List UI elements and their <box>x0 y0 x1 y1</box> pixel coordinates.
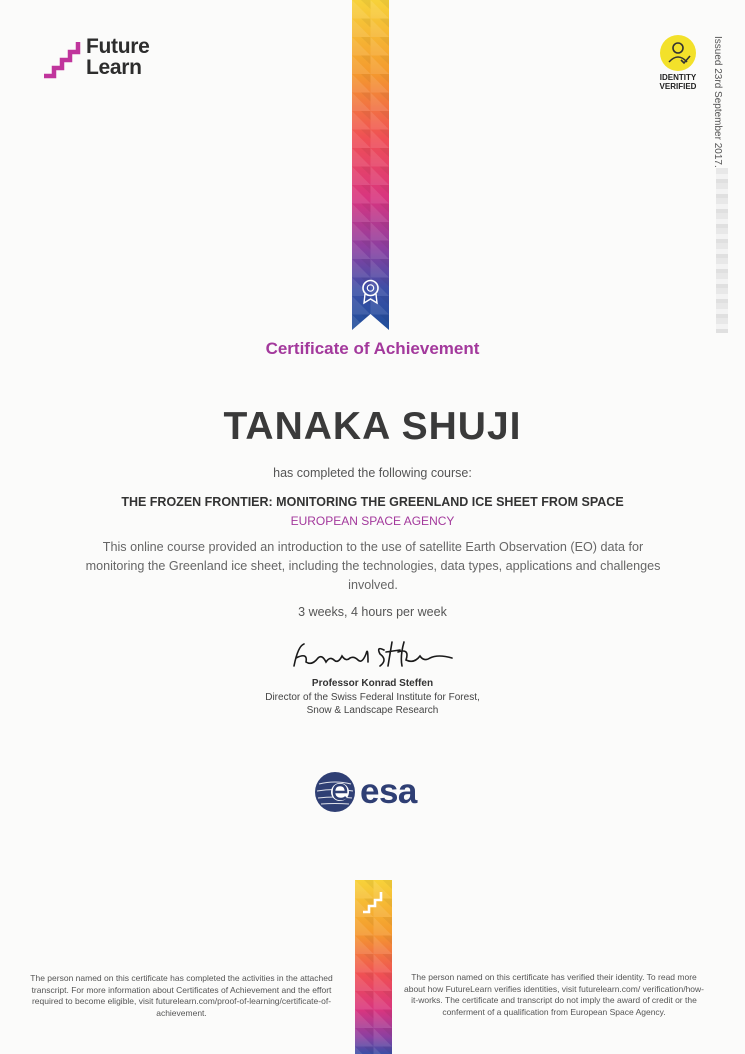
esa-globe-icon <box>314 771 356 813</box>
footer-left: The person named on this certificate has completed the activities in the attached transcript. For more information about Certificates of Achievement and the effort required to become eligible, visit futurelearn.com/proof-of-learning/certificate-of-achievement. <box>30 973 333 1018</box>
identity-verified-icon <box>660 35 696 71</box>
identity-verified-badge <box>653 35 703 91</box>
futurelearn-logo <box>42 36 162 80</box>
futurelearn-stairs-icon <box>42 38 82 80</box>
ribbon-top <box>352 0 389 330</box>
esa-wordmark: esa <box>360 772 417 811</box>
badge-label-line1: IDENTITY <box>659 73 697 82</box>
issued-date: Issued 23rd September 2017. <box>712 36 723 168</box>
certificate-title: Certificate of Achievement <box>265 339 480 358</box>
signatory-name: Professor Konrad Steffen <box>311 678 434 689</box>
completed-text: has completed the following course: <box>273 466 472 480</box>
logo-word-learn: Learn <box>86 56 142 79</box>
course-title: THE FROZEN FRONTIER: MONITORING THE GREENLAND ICE SHEET FROM SPACE <box>121 495 624 509</box>
signature <box>288 636 458 674</box>
ribbon-bottom <box>355 880 392 1054</box>
course-duration: 3 weeks, 4 hours per week <box>298 605 447 619</box>
badge-label-line2: VERIFIED <box>659 82 697 91</box>
course-description: This online course provided an introduction to the use of satellite Earth Observation (EO) data for monitoring the Greenland ice sheet, including the technologies, data types, applications and challenges involved. <box>85 540 661 592</box>
organisation-name: EUROPEAN SPACE AGENCY <box>290 514 455 528</box>
recipient-name: TANAKA SHUJI <box>223 405 522 448</box>
logo-word-future: Future <box>86 35 150 58</box>
redacted-strip <box>716 168 728 333</box>
footer-right: The person named on this certificate has verified their identity. To read more about how FutureLearn verifies identities, visit futurelearn.com/ verification/how-it-works. The certificate and transcript do not imply the award of credit or the conferment of a qualification from European Space Agency. <box>403 972 704 1017</box>
esa-logo <box>314 770 434 814</box>
signatory-title: Director of the Swiss Federal Institute for Forest, Snow & Landscape Research <box>265 692 480 716</box>
